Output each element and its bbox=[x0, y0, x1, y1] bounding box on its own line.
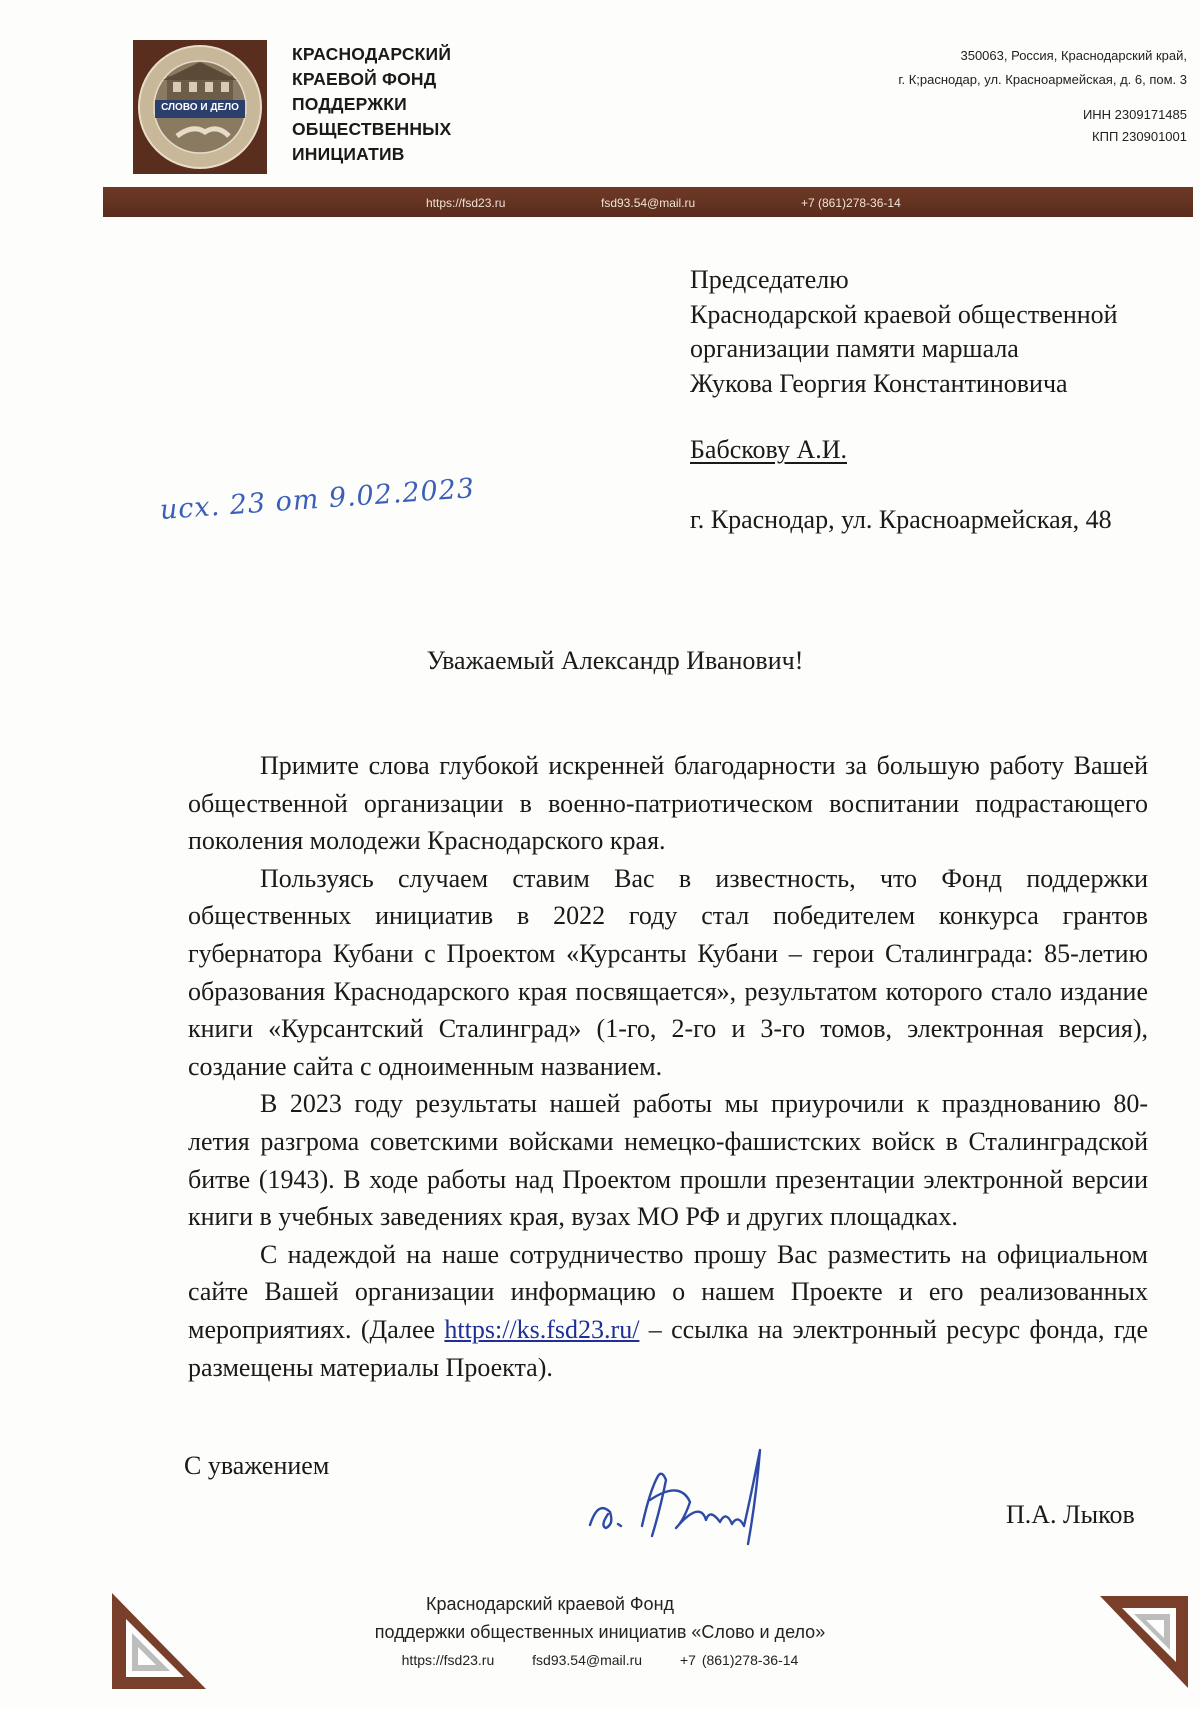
footer-corner-mark-right-icon bbox=[1100, 1592, 1192, 1692]
greeting-text: Уважаемый Александр Иванович! bbox=[426, 646, 804, 675]
band-email-link[interactable]: fsd93.54@mail.ru bbox=[601, 196, 696, 210]
footer-contacts bbox=[0, 1652, 1200, 1668]
band-website-link[interactable]: https://fsd23.ru bbox=[426, 196, 506, 210]
project-link[interactable]: https://ks.fsd23.ru/ bbox=[444, 1314, 640, 1344]
paragraph-text: С надеждой на наше сотрудничество прошу Вас разместить на официальном сайте Вашей организации информацию о нашем Проекте и его реализованных мероприятиях. (Далее bbox=[188, 1239, 1148, 1344]
org-name-line: ОБЩЕСТВЕННЫХ bbox=[292, 119, 452, 139]
greeting bbox=[0, 646, 1200, 676]
recipient-address: г. Краснодар, ул. Красноармейская, 48 bbox=[690, 505, 1112, 534]
address-line: г. К;раснодар, ул. Красноармейская, д. 6, пом. 3 bbox=[898, 72, 1187, 87]
address-line: 350063, Россия, Краснодарский край, bbox=[960, 48, 1187, 63]
foundation-logo bbox=[133, 40, 267, 174]
contact-band bbox=[103, 187, 1193, 217]
paragraph: Примите слова глубокой искренней благодарности за большую работу Вашей общественной организации в военно-патриотическом воспитании подрастающего поколения молодежи Краснодарского края. bbox=[188, 751, 1148, 856]
kpp: КПП 230901001 bbox=[1092, 129, 1187, 144]
org-address bbox=[717, 44, 1187, 92]
paragraph bbox=[188, 1236, 1148, 1386]
signer-name: П.А. Лыков bbox=[1006, 1500, 1135, 1529]
paragraph: Пользуясь случаем ставим Вас в известность, что Фонд поддержки общественных инициатив в 2022 году стал победителем конкурса грантов губернатора Кубани с Проектом «Курсанты Кубани – герои Сталинграда: 85-летию образования Краснодарского края посвящается», результатом которого стало издание книги «Курсантский Сталинград» (1-го, 2-го и 3-го томов, электронная версия), создание сайта с одноименным названием. bbox=[188, 863, 1148, 1081]
recipient-name: Бабскову А.И. bbox=[690, 435, 847, 464]
closing: С уважением bbox=[184, 1451, 330, 1480]
addressee-line: организации памяти маршала bbox=[690, 334, 1019, 363]
org-name-line: КРАСНОДАРСКИЙ bbox=[292, 44, 452, 64]
footer-website-link[interactable]: https://fsd23.ru bbox=[401, 1652, 495, 1668]
paragraph: В 2023 году результаты нашей работы мы приурочили к празднованию 80-летия разгрома советскими войсками немецко-фашистских войск в Сталинградской битве (1943). В ходе работы над Проектом прошли презентации электронной версии книги в учебных заведениях края, вузах МО РФ и других площадках. bbox=[188, 1089, 1148, 1232]
logo-lettering: СЛОВО И ДЕЛО bbox=[161, 102, 239, 113]
signature-icon bbox=[580, 1440, 810, 1550]
footer-phone: +7 (861)278-36-14 bbox=[679, 1652, 799, 1668]
addressee-line: Председателю bbox=[690, 265, 849, 294]
org-name-line: ИНИЦИАТИВ bbox=[292, 144, 405, 164]
org-name-line: ПОДДЕРЖКИ bbox=[292, 94, 407, 114]
letter-body bbox=[188, 747, 1148, 1386]
band-phone: +7 (861)278-36-14 bbox=[801, 196, 901, 210]
footer-email-link[interactable]: fsd93.54@mail.ru bbox=[532, 1652, 643, 1668]
addressee-line: Краснодарской краевой общественной bbox=[690, 299, 1118, 329]
inn: ИНН 2309171485 bbox=[1082, 107, 1187, 122]
org-ids bbox=[887, 104, 1187, 148]
org-name-line: КРАЕВОЙ ФОНД bbox=[292, 69, 437, 89]
footer-line: поддержки общественных инициатив «Слово и дело» bbox=[374, 1622, 826, 1642]
handwritten-outgoing-number: исх. 23 от 9.02.2023 bbox=[158, 473, 477, 526]
footer-org-name bbox=[0, 1590, 1200, 1646]
addressee-line: Жукова Георгия Константиновича bbox=[690, 368, 1068, 398]
footer-line: Краснодарский краевой Фонд bbox=[425, 1594, 675, 1614]
org-name bbox=[292, 42, 512, 167]
paragraph-text: – ссылка на электронный ресурс фонда, где размещены материалы Проекта). bbox=[188, 1314, 1148, 1382]
addressee-block bbox=[690, 263, 1190, 401]
